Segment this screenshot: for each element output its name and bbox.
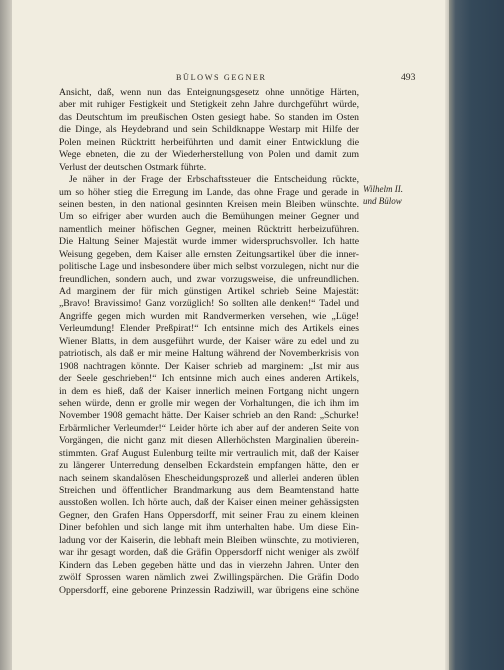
text-line: politische Lage und insbesondere über mich selbst vorzulegen, nicht nur die bbox=[59, 261, 359, 273]
text-line: in dem es hieß, daß der Kaiser innerlich meinen Fortgang nicht ungern bbox=[59, 385, 359, 397]
text-line: Erbärmlicher Verleumder!“ Leider hörte ich aber auf der anderen Seite von bbox=[59, 422, 359, 434]
text-line: ausstoßen wollen. Ich hörte auch, daß der Kaiser einen meiner gehässigsten bbox=[59, 497, 359, 509]
text-line: Wiener Blatts, in dem ausgeführt wurde, der Kaiser wäre zu edel und zu bbox=[59, 335, 359, 347]
text-line: 1908 nachtragen könnte. Der Kaiser schrieb ad marginem: „Ist mir aus bbox=[59, 360, 359, 372]
text-line: namentlich meiner höfischen Gegner, meinen Rücktritt herbeizuführen. bbox=[59, 223, 359, 235]
text-line: die Dinge, als Heydebrand und sein Schildknappe Westarp mit Hilfe der bbox=[59, 124, 359, 136]
text-line: Gegner, den Grafen Hans Oppersdorff, mit seiner Frau zu einem kleinen bbox=[59, 509, 359, 521]
text-line: um so höher stieg die Erregung im Lande, das ohne Frage und gerade in bbox=[59, 186, 359, 198]
text-line: aber mit ruhiger Festigkeit und Stetigkeit zehn Jahre durchgeführt würde, bbox=[59, 99, 359, 111]
text-line: Diner befohlen und sich lange mit ihm unterhalten habe. Um diese Ein- bbox=[59, 522, 359, 534]
text-line: das Deutschtum im preußischen Osten gesiegt habe. So standen im Osten bbox=[59, 111, 359, 123]
text-line: zwölf Sprossen waren nämlich zwei Zwillingspärchen. Die Gräfin Dodo bbox=[59, 572, 359, 584]
text-line: Die Haltung Seiner Majestät wurde immer widerspruchsvoller. Ich hatte bbox=[59, 236, 359, 248]
text-line: Ansicht, daß, wenn nun das Enteignungsgesetz ohne unnötige Härten, bbox=[59, 87, 359, 98]
margin-note bbox=[363, 183, 403, 208]
page-number: 493 bbox=[401, 72, 416, 83]
text-line: Wege ebneten, die zu der Wiederherstellung von Polen und damit zum bbox=[59, 149, 359, 161]
text-line: freundlichen, sondern auch, und zwar vorzugsweise, die unfreundlichen. bbox=[59, 273, 359, 285]
text-line: Verlust der deutschen Ostmark führte. bbox=[59, 161, 207, 173]
text-line: Polen meinen Rücktritt herbeiführten und damit einer Entwicklung die bbox=[59, 136, 359, 148]
running-head: BÜLOWS GEGNER bbox=[176, 73, 267, 82]
text-line: Angriffe gegen mich wurden mit Randvermerken versehen, wie „Lüge! bbox=[59, 310, 359, 322]
text-line: patriotisch, als daß er mir meine Haltung während der Novemberkrisis von bbox=[59, 348, 359, 360]
text-line: Weisung gegeben, dem Kaiser alle ernsten Zeitungsartikel über die inner- bbox=[59, 248, 359, 260]
margin-note-line: Wilhelm II. bbox=[363, 184, 403, 194]
text-line: Verleumdung! Elender Preßpirat!“ Ich entsinne mich des Artikels eines bbox=[59, 323, 359, 335]
text-line: Je näher in der Frage der Erbschaftssteuer die Entscheidung rückte, bbox=[69, 174, 359, 186]
text-line: Vorgängen, die nicht ganz mit diesen Allerhöchsten Marginalien überein- bbox=[59, 435, 359, 447]
page-header bbox=[0, 73, 504, 85]
text-line: seinen besten, in den national gesinnten Kreisen mein Bleiben wünschte. bbox=[59, 198, 359, 210]
text-line: Ad marginem der für mich günstigen Artikel schrieb Seine Majestät: bbox=[59, 286, 359, 297]
text-line: ladung vor der Kaiserin, die lebhaft mein Bleiben wünschte, zu motivieren, bbox=[59, 534, 359, 546]
book-cover-edge bbox=[449, 0, 504, 670]
text-line: Um so eifriger aber wurden auch die Bemühungen meiner Gegner und bbox=[59, 211, 359, 223]
text-line: Kindern das Leben gegeben hätte und das in vierzehn Jahren. Unter den bbox=[59, 559, 359, 571]
margin-note-line: und Bülow bbox=[363, 196, 402, 207]
text-line: sehen würde, denn er grolle mir wegen der Vorhaltungen, die ich ihm im bbox=[59, 397, 359, 409]
text-line: zu längerer Unterredung denselben Eckardstein empfangen hätte, den er bbox=[59, 460, 359, 472]
text-line: November 1908 gemacht hätte. Der Kaiser schrieb an den Rand: „Schurke! bbox=[59, 410, 359, 422]
text-line: stimmten. Graf August Eulenburg teilte mir vertraulich mit, daß der Kaiser bbox=[59, 447, 359, 459]
text-line: war ihr gesagt worden, daß die Gräfin Oppersdorff nicht weniger als zwölf bbox=[59, 547, 359, 559]
text-line: nach seinem skandalösen Ehescheidungsprozeß und allerlei anderen üblen bbox=[59, 472, 359, 484]
body-text bbox=[59, 87, 359, 597]
text-line: Oppersdorff, eine geborene Prinzessin Radziwill, war übrigens eine schöne bbox=[59, 584, 359, 596]
text-line: der Seele geschrieben!“ Ich entsinne mich auch eines anderen Artikels, bbox=[59, 373, 359, 385]
text-line: „Bravo! Bravissimo! Ganz vorzüglich! So sollten alle denken!“ Tadel und bbox=[59, 298, 359, 310]
text-line: Streichen und öffentlicher Brandmarkung aus dem Beamtenstand hatte bbox=[59, 485, 359, 496]
